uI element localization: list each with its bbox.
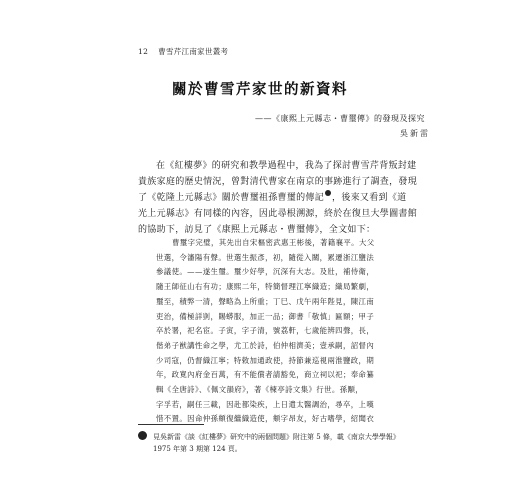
quote-line: 年，政寬內府金百萬，有不能償者請豁免，商立祠以祀；奉命纂 (156, 370, 375, 380)
paragraph-line: 光上元縣志》有同樣的內容，因此尋根溯源，終於在復旦大學圖書館 (138, 209, 418, 219)
quoted-biography (156, 236, 456, 427)
quote-line: 世選，令瀋陽有聲。世選生振彥，初，隨從入關，累遷浙江鹽法 (156, 252, 375, 262)
footnote (138, 431, 458, 455)
quote-line: 吏治，備極詳剴，賜蟒服，加正一品；御書「敬慎」匾額；甲子 (156, 311, 375, 321)
quote-line: 曹璽字完璧，其先出自宋樞密武惠王彬後，著籍襄平。大父 (172, 238, 375, 247)
footnote-text-line: 見吳新雷《談《紅樓夢》研究中的兩個問題》附注第 5 條，載《南京大學學報》 (153, 433, 400, 441)
page-number: 12 (138, 47, 149, 56)
quote-line: 隨王師征山右有功；康熙二年，特簡督理江寧織造；織局繁劇， (156, 282, 375, 292)
footnote-reference-icon[interactable] (325, 190, 331, 196)
paragraph-line: 在《紅樓夢》的研究和教學過程中，我為了探討曹雪芹背叛封建 (156, 161, 417, 171)
paragraph-text: ，後來又看到《道 (332, 193, 407, 203)
intro-paragraph (138, 158, 460, 238)
paragraph-line: 貴族家庭的歷史情況，曾對清代曹家在南京的事跡進行了調查，發現 (138, 177, 418, 187)
paragraph-line (138, 190, 460, 206)
footnote-marker-icon (138, 431, 147, 440)
quote-line: 參議使。——遂生璽。璽少好學，沉深有大志。及壯，補侍衛， (156, 267, 375, 277)
paragraph-text: 了《乾隆上元縣志》關於曹璽祖孫曹璽的傳記 (138, 193, 325, 203)
quote-line: 卒於署，祀名宦。子寅，字子清，號荔軒，七歲能辨四聲，長， (156, 326, 375, 336)
running-header (138, 46, 228, 57)
article-author: 吳新雷 (400, 129, 430, 138)
quote-line: 輯《全唐詩》、《佩文韻府》，著《楝亭詩文集》行世。孫顒， (156, 385, 364, 395)
paragraph-line: 的協助下，訪見了《康熙上元縣志・曹璽傳》，全文如下： (138, 225, 376, 235)
quote-line: 惜不置。因命仲孫頫復繼織造使，頫字昂友，好古嗜學，紹聞衣 (156, 414, 375, 424)
article-title: 關於曹雪芹家世的新資料 (172, 81, 348, 98)
quote-line: 少司寇，仍督織江寧；特敕加通政使，持節兼巡視兩淮鹽政，期 (156, 355, 375, 365)
quote-line: 偕弟子猷講性命之學，尤工於詩，伯仲相濟美；壹承嗣，詔督內 (156, 340, 375, 350)
footnote-divider (138, 424, 204, 425)
running-title: 曹雪芹江南家世叢考 (158, 47, 229, 56)
footnote-text-line: 1975 年第 3 期第 124 頁。 (153, 445, 242, 453)
quote-line: 璽至，積弊一清，聲略為上所重；丁巳、戊午兩年陛見，陳江南 (156, 296, 375, 306)
article-subtitle: ——《康熙上元縣志・曹璽傳》的發現及探究 (255, 114, 425, 123)
quote-line: 字孚若，嗣任三載，因赴都染疾，上日遣太醫調治，尋卒，上嘆 (156, 399, 375, 409)
